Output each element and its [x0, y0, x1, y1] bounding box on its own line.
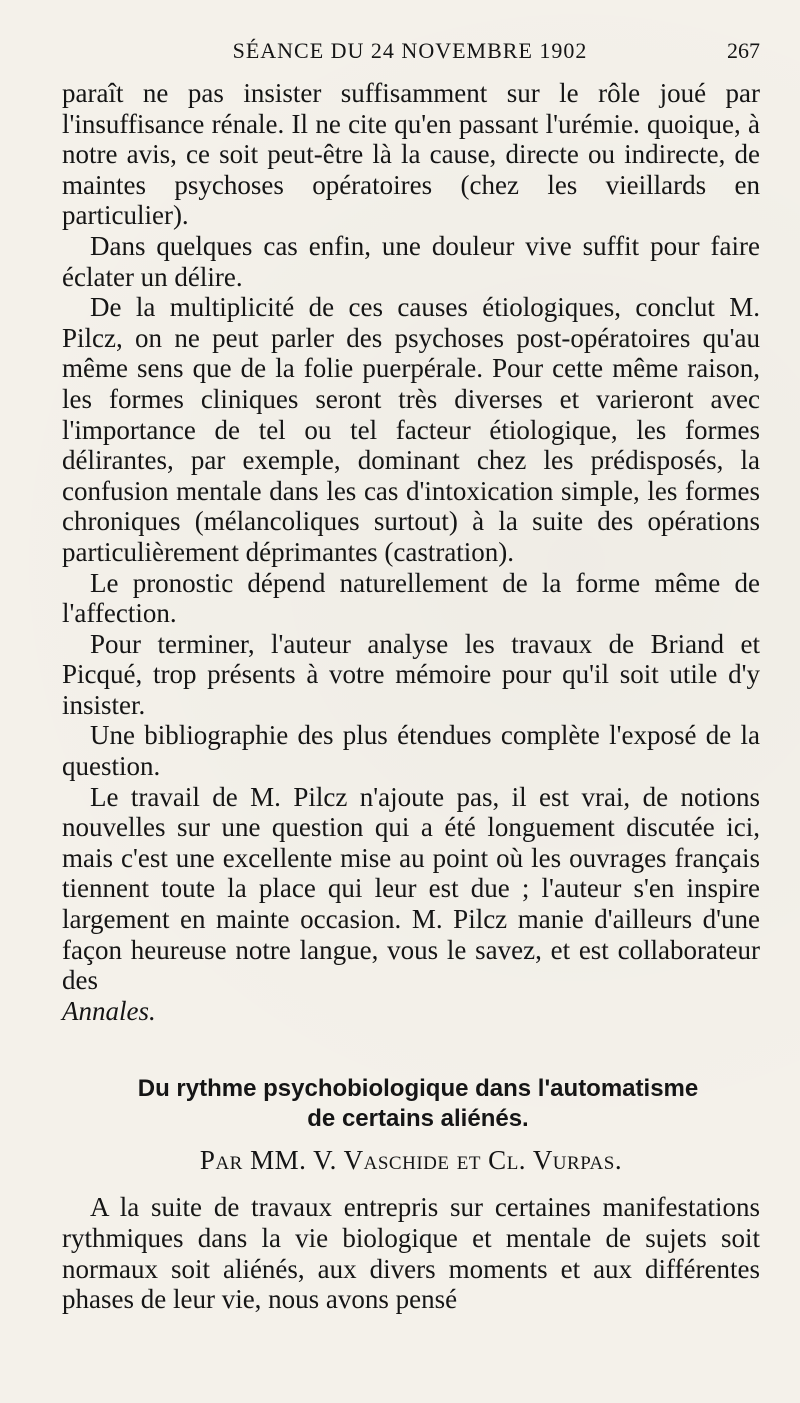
section-title	[62, 1074, 760, 1134]
paragraph-continuation: paraît ne pas insister suffisamment sur le rôle joué par l'insuffisance rénale. Il ne cite qu'en passant l'urémie. quoique, à notre avis, ce soit peut-être là la cause, directe ou indirecte, de maintes psychoses opératoires (chez les vieillards en particulier).	[62, 78, 760, 231]
paragraph: Une bibliographie des plus étendues complète l'exposé de la question.	[62, 720, 760, 782]
page-number: 267	[727, 38, 760, 63]
paragraph: De la multiplicité de ces causes étiologiques, conclut M. Pilcz, on ne peut parler des psychoses post-opératoires qu'au même sens que de la folie puerpérale. Pour cette même raison, les formes cliniques seront très diverses et varieront avec l'importance de tel ou tel facteur étiologique, les formes délirantes, par exemple, dominant chez les prédisposés, la confusion mentale dans les cas d'intoxication simple, les formes chroniques (mélancoliques surtout) à la suite des opérations particulièrement déprimantes (castration).	[62, 292, 760, 567]
running-head: SÉANCE DU 24 NOVEMBRE 1902	[232, 38, 588, 63]
journal-name: Annales.	[62, 995, 156, 1026]
paragraph: Dans quelques cas enfin, une douleur vive suffit pour faire éclater un délire.	[62, 230, 760, 292]
author-byline: Par MM. V. Vaschide et Cl. Vurpas.	[199, 1145, 623, 1176]
paragraph-end	[62, 996, 760, 1027]
paragraph: Pour terminer, l'auteur analyse les travaux de Briand et Picqué, trop présents à votre mémoire pour qu'il soit utile d'y insister.	[62, 628, 760, 720]
paragraph: Le travail de M. Pilcz n'ajoute pas, il est vrai, de notions nouvelles sur une question qui a été longuement discutée ici, mais c'est une excellente mise au point où les ouvrages français tiennent toute la place qui leur est due ; l'auteur s'en inspire largement en mainte occasion. M. Pilcz manie d'ailleurs d'une façon heureuse notre langue, vous le savez, et est collaborateur des	[62, 781, 760, 996]
paragraph: Le pronostic dépend naturellement de la forme même de l'affection.	[62, 567, 760, 629]
page-header	[60, 38, 760, 68]
section-title-line: de certains aliénés.	[307, 1105, 529, 1133]
section-title-line: Du rythme psychobiologique dans l'automatisme	[137, 1075, 699, 1103]
body-text	[62, 78, 760, 1315]
paragraph: A la suite de travaux entrepris sur certaines manifestations rythmiques dans la vie biologique et mentale de sujets soit normaux soit aliénés, aux divers moments et aux différentes phases de leur vie, nous avons pensé	[62, 1192, 760, 1315]
